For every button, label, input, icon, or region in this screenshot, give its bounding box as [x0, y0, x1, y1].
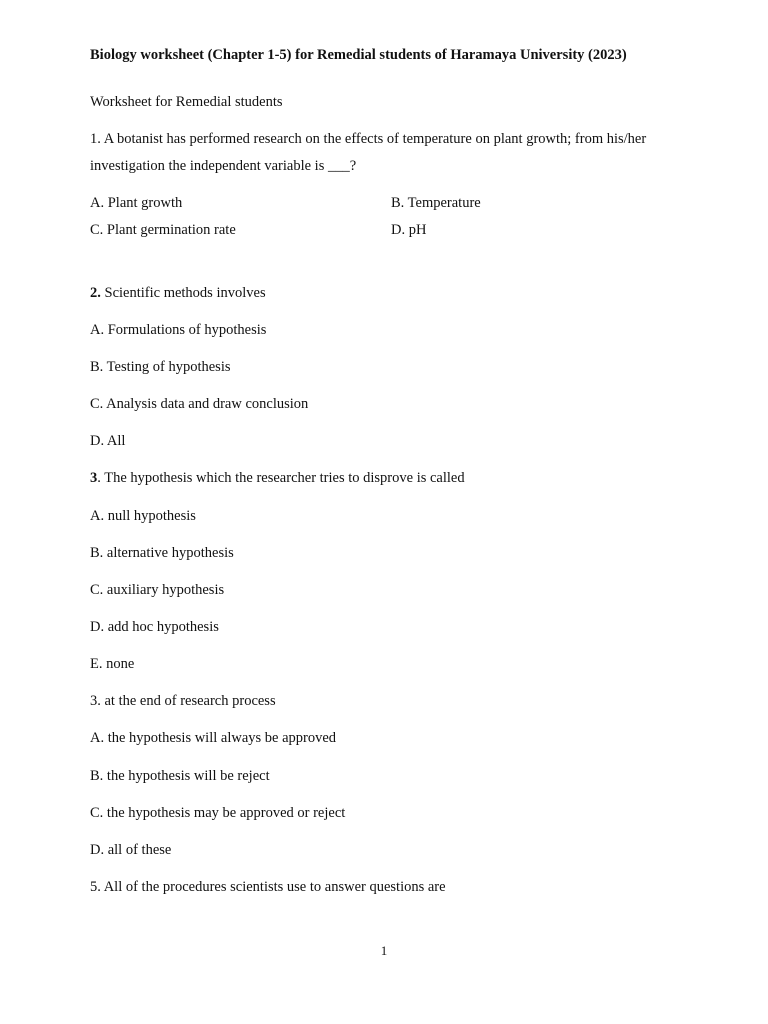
question-2-option-a: A. Formulations of hypothesis	[90, 322, 267, 338]
question-2-number: 2.	[90, 285, 101, 301]
question-3-text: . The hypothesis which the researcher tries to disprove is called	[97, 470, 465, 486]
question-1-stem-line-2: investigation the independent variable is ___?	[90, 158, 357, 174]
question-2-option-c: C. Analysis data and draw conclusion	[90, 396, 309, 412]
question-3-stem	[90, 469, 465, 487]
question-1-stem-line-1: 1. A botanist has performed research on the effects of temperature on plant growth; from his/her	[90, 131, 647, 147]
question-2-option-d: D. All	[90, 433, 126, 449]
question-4-option-a: A. the hypothesis will always be approved	[90, 730, 337, 746]
question-5-stem: 5. All of the procedures scientists use to answer questions are	[90, 879, 446, 895]
question-1-option-d: D. pH	[391, 222, 427, 238]
worksheet-subtitle: Worksheet for Remedial students	[90, 94, 283, 110]
question-3-option-c: C. auxiliary hypothesis	[90, 582, 225, 598]
question-2-option-b: B. Testing of hypothesis	[90, 359, 231, 375]
question-3-option-e: E. none	[90, 656, 135, 672]
question-1-option-a: A. Plant growth	[90, 195, 183, 211]
document-title: Biology worksheet (Chapter 1-5) for Remedial students of Haramaya University (2023)	[90, 47, 627, 63]
question-3-option-b: B. alternative hypothesis	[90, 545, 234, 561]
question-1-option-b: B. Temperature	[391, 195, 481, 211]
question-4-option-b: B. the hypothesis will be reject	[90, 768, 270, 784]
question-3-option-d: D. add hoc hypothesis	[90, 619, 219, 635]
question-3-number: 3	[90, 470, 98, 486]
question-4-option-d: D. all of these	[90, 842, 172, 858]
question-4-option-c: C. the hypothesis may be approved or reject	[90, 805, 346, 821]
page-number: 1	[380, 943, 388, 958]
question-4-stem: 3. at the end of research process	[90, 693, 276, 709]
question-3-option-a: A. null hypothesis	[90, 508, 196, 524]
question-1-option-c: C. Plant germination rate	[90, 222, 236, 238]
question-2-stem	[90, 284, 266, 302]
question-2-text: Scientific methods involves	[100, 285, 266, 301]
